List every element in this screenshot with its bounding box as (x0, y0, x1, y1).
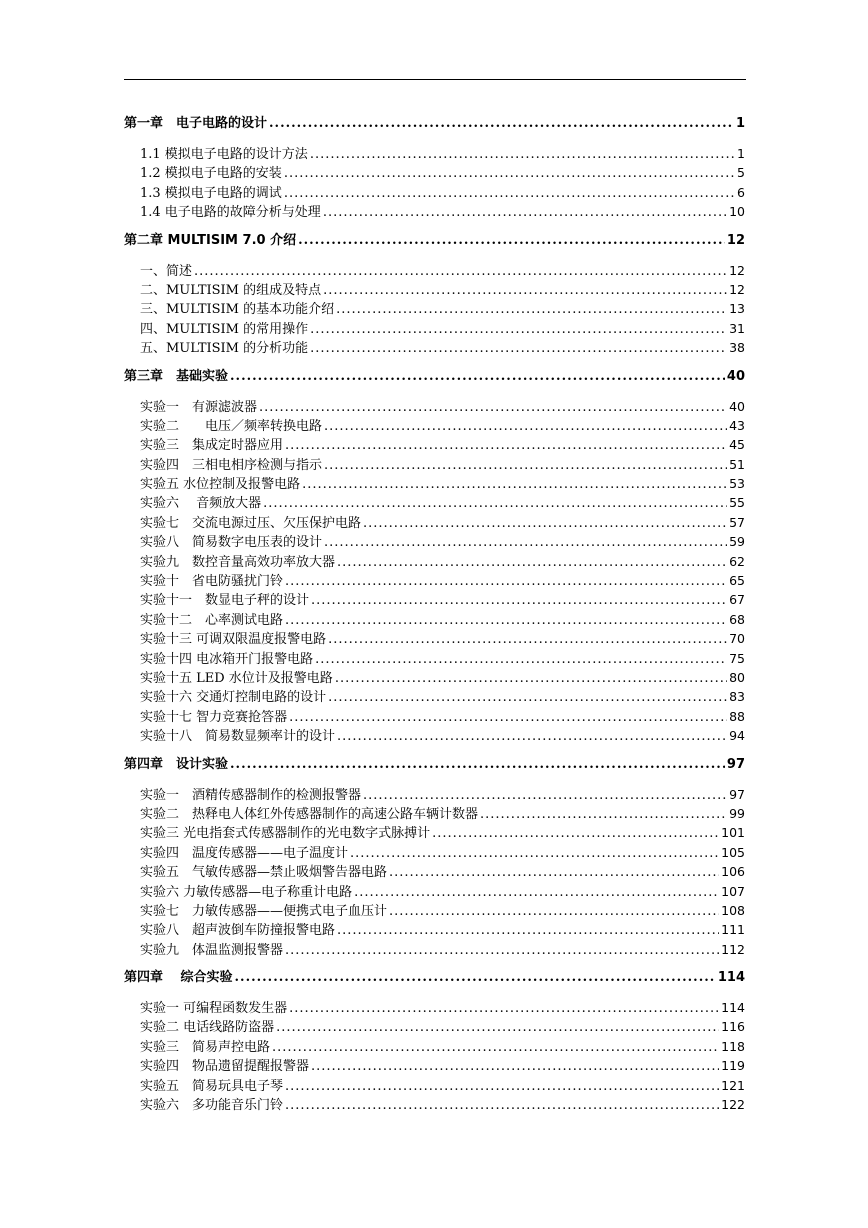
toc-entry[interactable] (140, 998, 745, 1017)
dot-leader (310, 339, 727, 357)
entry-title: 实验五 水位控制及报警电路 (140, 477, 301, 493)
toc-entry[interactable] (140, 590, 745, 609)
chapter-heading[interactable] (124, 965, 745, 991)
chapter-entries (124, 137, 745, 228)
entry-title: 1.1 模拟电子电路的设计方法 (140, 147, 308, 162)
entry-page-number: 118 (721, 1038, 745, 1054)
chapter-page-number: 12 (726, 232, 745, 248)
toc-entry[interactable] (140, 397, 745, 416)
toc-entry[interactable] (140, 707, 745, 726)
toc-entry[interactable] (140, 610, 745, 629)
entry-page-number: 6 (737, 184, 745, 200)
entry-page-number: 38 (729, 340, 745, 356)
entry-page-number: 12 (729, 262, 745, 278)
toc-entry[interactable] (140, 1056, 745, 1075)
entry-page-number: 122 (721, 1097, 745, 1113)
entry-page-number: 59 (729, 534, 745, 550)
toc-entry[interactable] (140, 1037, 745, 1056)
entry-title: 实验十三 可调双限温度报警电路 (140, 632, 327, 648)
chapter-entries (124, 390, 745, 752)
entry-page-number: 107 (721, 883, 745, 899)
entry-title: 实验三 光电指套式传感器制作的光电数字式脉搏计 (140, 826, 431, 842)
chapter-page-number: 40 (726, 368, 745, 384)
toc-chapter (124, 752, 745, 966)
entry-title: 实验十七 智力竞赛抢答器 (140, 709, 288, 725)
dot-leader (276, 1018, 719, 1036)
chapter-title: 第四章 综合实验 (124, 970, 233, 986)
dot-leader (389, 863, 719, 881)
entry-page-number: 121 (721, 1077, 745, 1093)
toc-entry[interactable] (140, 823, 745, 842)
toc-entry[interactable] (140, 726, 745, 745)
entry-title: 实验十六 交通灯控制电路的设计 (140, 690, 327, 706)
dot-leader (298, 228, 725, 254)
dot-leader (285, 611, 727, 629)
toc-chapter (124, 228, 745, 364)
entry-title: 实验九 体温监测报警器 (140, 942, 284, 958)
dot-leader (259, 398, 727, 416)
chapter-entries (124, 991, 745, 1120)
entry-title: 实验十八 简易数显频率计的设计 (140, 729, 336, 745)
entry-title: 实验一 酒精传感器制作的检测报警器 (140, 787, 362, 803)
dot-leader (363, 514, 727, 532)
dot-leader (337, 553, 727, 571)
chapter-title: 第三章 基础实验 (124, 368, 229, 384)
entry-title: 1.3 模拟电子电路的调试 (140, 185, 282, 201)
chapter-entries (124, 254, 745, 364)
chapter-title: 第四章 设计实验 (124, 756, 229, 772)
dot-leader (194, 262, 727, 280)
dot-leader (269, 111, 734, 137)
entry-title: 二、MULTISIM 的组成及特点 (140, 282, 322, 298)
toc-entry[interactable] (140, 493, 745, 512)
entry-page-number: 43 (729, 417, 745, 433)
chapter-title: 第二章 MULTISIM 7.0 介绍 (124, 232, 297, 248)
chapter-entries (124, 778, 745, 966)
dot-leader (284, 184, 735, 202)
entry-page-number: 116 (721, 1019, 745, 1035)
entry-page-number: 83 (729, 689, 745, 705)
dot-leader (336, 300, 727, 318)
entry-page-number: 88 (729, 708, 745, 724)
entry-title: 一、简述 (140, 263, 193, 279)
entry-title: 1.4 电子电路的故障分析与处理 (140, 205, 321, 221)
entry-title: 实验二 电压／频率转换电路 (140, 418, 323, 434)
entry-page-number: 105 (721, 844, 745, 860)
toc-entry[interactable] (140, 862, 745, 881)
toc-chapter (124, 111, 745, 228)
dot-leader (302, 475, 727, 493)
entry-title: 实验七 力敏传感器——便携式电子血压计 (140, 903, 388, 919)
toc-entry[interactable] (140, 513, 745, 532)
entry-page-number: 114 (721, 1000, 745, 1016)
entry-title: 实验四 温度传感器——电子温度计 (140, 845, 349, 861)
entry-page-number: 106 (721, 864, 745, 880)
entry-page-number: 101 (721, 825, 745, 841)
toc-entry[interactable] (140, 571, 745, 590)
dot-leader (363, 786, 727, 804)
entry-page-number: 45 (729, 437, 745, 453)
entry-page-number: 75 (729, 650, 745, 666)
chapter-page-number: 1 (735, 116, 745, 131)
toc-entry[interactable] (140, 474, 745, 493)
entry-title: 实验五 简易玩具电子琴 (140, 1078, 284, 1094)
toc-entry[interactable] (140, 144, 745, 163)
toc-entry[interactable] (140, 785, 745, 804)
toc-entry[interactable] (140, 940, 745, 959)
chapter-heading[interactable] (124, 228, 745, 254)
dot-leader (337, 921, 719, 939)
dot-leader (263, 494, 727, 512)
toc-entry[interactable] (140, 687, 745, 706)
entry-title: 五、MULTISIM 的分析功能 (140, 341, 309, 357)
dot-leader (289, 999, 719, 1017)
entry-title: 实验六 力敏传感器—电子称重计电路 (140, 884, 353, 900)
entry-page-number: 108 (721, 902, 745, 918)
entry-title: 实验三 简易声控电路 (140, 1039, 271, 1055)
entry-page-number: 80 (729, 669, 745, 685)
entry-page-number: 13 (729, 301, 745, 317)
dot-leader (285, 1077, 719, 1095)
toc-entry[interactable] (140, 435, 745, 454)
table-of-contents (124, 111, 745, 1120)
dot-leader (311, 1057, 719, 1075)
chapter-page-number: 114 (717, 970, 745, 986)
entry-title: 实验八 简易数字电压表的设计 (140, 535, 323, 551)
entry-page-number: 94 (729, 728, 745, 744)
entry-page-number: 99 (729, 805, 745, 821)
dot-leader (230, 364, 725, 390)
chapter-heading[interactable] (124, 752, 745, 778)
dot-leader (285, 572, 727, 590)
entry-title: 实验五 气敏传感器—禁止吸烟警告器电路 (140, 865, 388, 881)
entry-title: 实验一 有源滤波器 (140, 399, 258, 415)
entry-title: 实验四 物品遗留提醒报警器 (140, 1059, 310, 1075)
toc-entry[interactable] (140, 280, 745, 299)
entry-page-number: 55 (729, 495, 745, 511)
entry-title: 实验九 数控音量高效功率放大器 (140, 554, 336, 570)
entry-title: 实验四 三相电相序检测与指示 (140, 457, 323, 473)
dot-leader (310, 145, 735, 163)
dot-leader (324, 533, 727, 551)
dot-leader (230, 752, 725, 778)
toc-entry[interactable] (140, 1017, 745, 1036)
dot-leader (324, 456, 727, 474)
dot-leader (285, 1096, 719, 1114)
toc-entry[interactable] (140, 183, 745, 202)
toc-entry[interactable] (140, 319, 745, 338)
dot-leader (328, 630, 727, 648)
entry-page-number: 97 (729, 786, 745, 802)
toc-entry[interactable] (140, 455, 745, 474)
entry-title: 实验三 集成定时器应用 (140, 438, 284, 454)
entry-page-number: 67 (729, 592, 745, 608)
dot-leader (285, 436, 727, 454)
entry-title: 实验十 省电防骚扰门铃 (140, 574, 284, 590)
entry-page-number: 31 (729, 320, 745, 336)
entry-title: 实验二 热释电人体红外传感器制作的高速公路车辆计数器 (140, 806, 479, 822)
dot-leader (328, 688, 727, 706)
entry-title: 实验十二 心率测试电路 (140, 612, 284, 628)
entry-title: 实验十五 LED 水位计及报警电路 (140, 670, 333, 686)
entry-title: 实验六 多功能音乐门铃 (140, 1098, 284, 1114)
entry-page-number: 10 (729, 204, 745, 220)
dot-leader (272, 1038, 719, 1056)
entry-page-number: 62 (729, 553, 745, 569)
dot-leader (389, 902, 719, 920)
chapter-title: 第一章 电子电路的设计 (124, 116, 268, 131)
dot-leader (289, 708, 727, 726)
entry-page-number: 40 (729, 398, 745, 414)
entry-page-number: 112 (721, 941, 745, 957)
entry-title: 实验七 交流电源过压、欠压保护电路 (140, 515, 362, 531)
toc-entry[interactable] (140, 843, 745, 862)
toc-chapter (124, 965, 745, 1120)
entry-title: 实验二 电话线路防盗器 (140, 1020, 275, 1036)
toc-entry[interactable] (140, 629, 745, 648)
dot-leader (323, 203, 727, 221)
dot-leader (432, 824, 719, 842)
entry-title: 实验八 超声波倒车防撞报警电路 (140, 923, 336, 939)
dot-leader (323, 281, 727, 299)
toc-entry[interactable] (140, 649, 745, 668)
entry-page-number: 111 (721, 922, 745, 938)
entry-page-number: 5 (737, 165, 745, 181)
entry-title: 实验一 可编程函数发生器 (140, 1001, 288, 1017)
toc-entry[interactable] (140, 901, 745, 920)
toc-entry[interactable] (140, 416, 745, 435)
dot-leader (350, 844, 719, 862)
dot-leader (337, 727, 727, 745)
entry-title: 三、MULTISIM 的基本功能介绍 (140, 302, 335, 318)
toc-entry[interactable] (140, 299, 745, 318)
toc-entry[interactable] (140, 202, 745, 221)
dot-leader (284, 164, 735, 182)
chapter-heading[interactable] (124, 364, 745, 390)
entry-page-number: 51 (729, 456, 745, 472)
dot-leader (480, 805, 727, 823)
entry-page-number: 53 (729, 476, 745, 492)
toc-entry[interactable] (140, 261, 745, 280)
entry-title: 实验六 音频放大器 (140, 496, 262, 512)
toc-entry[interactable] (140, 338, 745, 357)
dot-leader (354, 883, 719, 901)
entry-page-number: 57 (729, 514, 745, 530)
entry-page-number: 12 (729, 281, 745, 297)
entry-page-number: 65 (729, 573, 745, 589)
dot-leader (324, 417, 727, 435)
entry-page-number: 119 (721, 1058, 745, 1074)
toc-chapter (124, 364, 745, 752)
entry-title: 1.2 模拟电子电路的安装 (140, 166, 282, 182)
entry-title: 四、MULTISIM 的常用操作 (140, 321, 309, 337)
toc-entry[interactable] (140, 882, 745, 901)
toc-entry[interactable] (140, 163, 745, 182)
dot-leader (315, 650, 727, 668)
entry-page-number: 68 (729, 611, 745, 627)
toc-entry[interactable] (140, 668, 745, 687)
dot-leader (335, 669, 727, 687)
toc-entry[interactable] (140, 552, 745, 571)
entry-page-number: 70 (729, 631, 745, 647)
toc-entry[interactable] (140, 804, 745, 823)
toc-entry[interactable] (140, 1076, 745, 1095)
entry-title: 实验十一 数显电子秤的设计 (140, 593, 310, 609)
dot-leader (235, 965, 716, 991)
dot-leader (311, 591, 727, 609)
toc-entry[interactable] (140, 1095, 745, 1114)
dot-leader (310, 320, 727, 338)
header-rule (124, 79, 746, 80)
entry-page-number: 1 (737, 146, 745, 161)
toc-entry[interactable] (140, 532, 745, 551)
dot-leader (285, 941, 719, 959)
chapter-heading[interactable] (124, 111, 745, 137)
chapter-page-number: 97 (726, 756, 745, 772)
entry-title: 实验十四 电冰箱开门报警电路 (140, 651, 314, 667)
toc-entry[interactable] (140, 920, 745, 939)
